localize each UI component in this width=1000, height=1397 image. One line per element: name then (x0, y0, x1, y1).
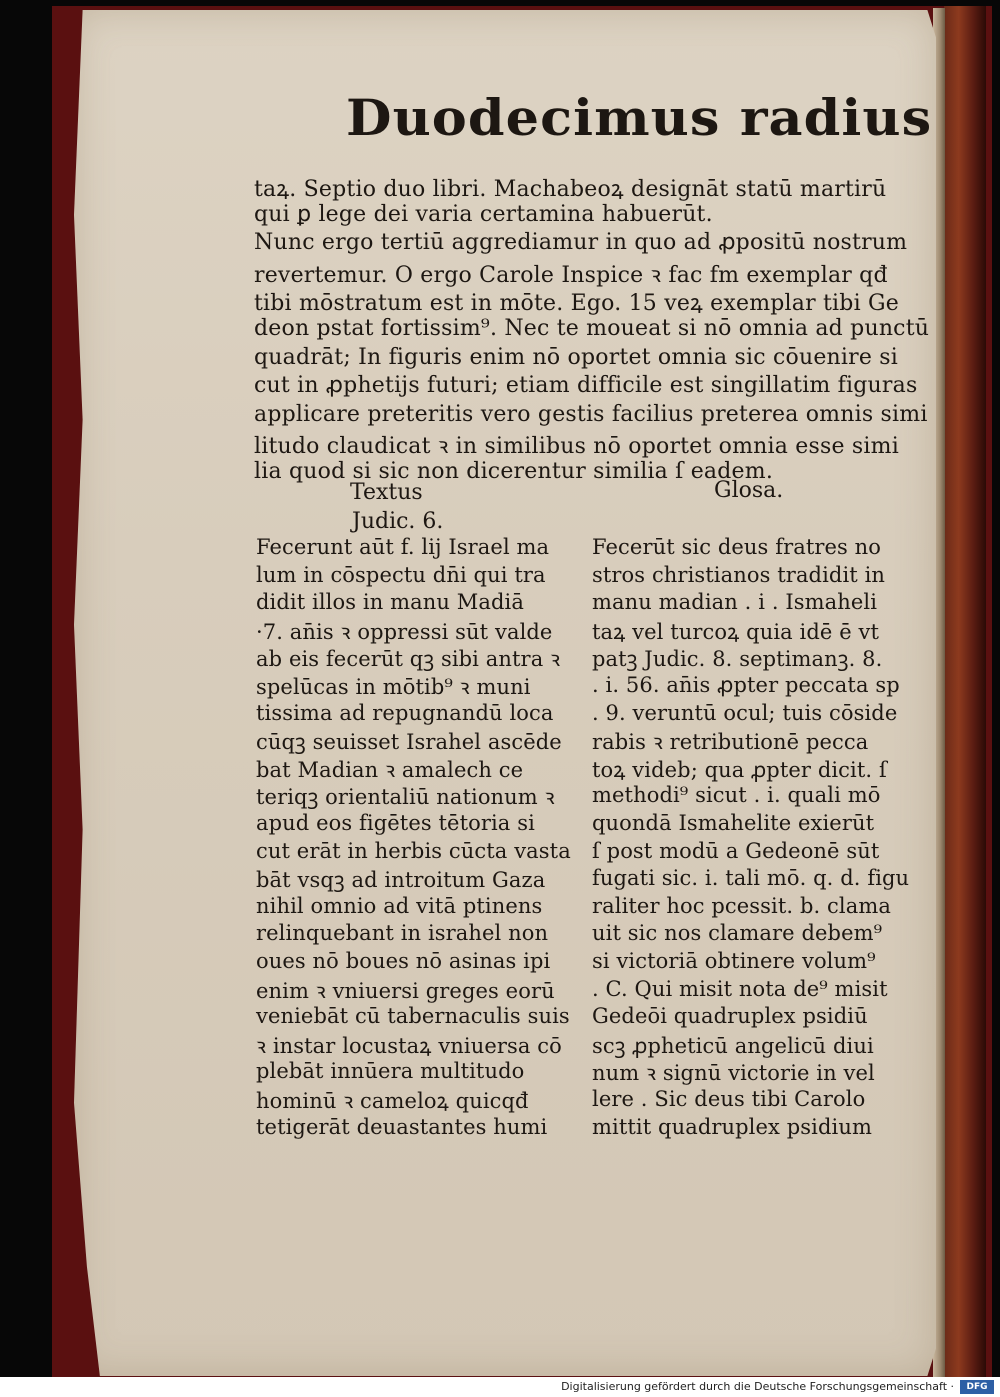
text-line: veniebāt cū tabernaculis suis (256, 1004, 570, 1029)
text-line: apud eos figētes tētoria si (256, 811, 535, 835)
text-line: Nunc ergo tertiū aggrediamur in quo ad ꝓpositū nostrum (254, 230, 908, 256)
text-line: num ꝛ signū victorie in vel (592, 1061, 875, 1086)
text-line: Fecerūt sic deus fratres no (592, 535, 882, 559)
text-line: cūqꝫ seuisset Israhel ascēde (256, 730, 562, 755)
text-line: revertemur. O ergo Carole Inspice ꝛ fac fm exemplar qđ (254, 262, 888, 288)
text-line: tissima ad repugnandū loca (256, 700, 554, 725)
text-line: cut in ꝓphetijs futuri; etiam difficile est singillatim figuras (254, 373, 918, 399)
book-binding (944, 6, 986, 1380)
label-judic: Judic. 6. (352, 509, 444, 534)
text-line: hominū ꝛ cameloꝝ quicqđ (256, 1089, 529, 1113)
text-line: raliter hoc pcessit. b. clama (592, 893, 891, 918)
footer-bar (0, 1377, 1000, 1397)
text-line: uit sic nos clamare debem⁹ (592, 921, 883, 946)
text-line: ſ post modū a Gedeonē sūt (592, 838, 880, 863)
text-line: cut erāt in herbis cūcta vasta (256, 838, 571, 863)
text-line: toꝝ videb; qua ꝓpter dicit. ſ (592, 757, 887, 782)
page-heading: Duodecimus radius (346, 88, 933, 147)
text-line: ꝛ instar locustaꝝ vniuersa cō (256, 1033, 562, 1058)
text-line: litudo claudicat ꝛ in similibus nō oportet omnia esse simi (254, 434, 899, 460)
text-line: qui ꝑ lege dei varia certamina habuerūt. (254, 201, 713, 227)
text-line: quondā Ismahelite exierūt (592, 811, 875, 835)
text-line: ab eis fecerūt qꝫ sibi antra ꝛ (256, 647, 561, 672)
text-line: mittit quadruplex psidium (592, 1114, 872, 1139)
text-line: oues nō boues nō asinas ipi (256, 949, 551, 973)
text-line: ·7. an̄is ꝛ oppressi sūt valde (256, 619, 553, 644)
text-line: manu madian . i . Ismaheli (592, 590, 878, 615)
text-line: fugati sic. i. tali mō. q. d. figu (592, 866, 910, 891)
text-line: si victoriā obtinere volum⁹ (592, 949, 876, 973)
text-line: spelūcas in mōtib⁹ ꝛ muni (256, 675, 531, 699)
text-line: bāt vsqꝫ ad introitum Gaza (256, 868, 546, 893)
text-line: Gedeōi quadruplex psidiū (592, 1004, 868, 1029)
label-textus: Textus (350, 480, 423, 505)
text-line: didit illos in manu Madiā (256, 590, 524, 615)
text-line: nihil omnio ad vitā ptinens (256, 893, 543, 918)
text-line: taꝝ vel turcoꝝ quia idē ē vt (592, 619, 880, 644)
text-line: enim ꝛ vniuersi greges eorū (256, 978, 555, 1003)
text-line: tetigerāt deuastantes humi (256, 1114, 548, 1139)
dfg-logo: DFG (960, 1380, 994, 1394)
text-line: patꝫ Judic. 8. septimanꝫ. 8. (592, 647, 883, 672)
text-line: rabis ꝛ retributionē pecca (592, 730, 869, 755)
text-line: lum in cōspectu dn̄i qui tra (256, 562, 546, 587)
text-line: scꝫ ꝓpheticū angelicū diui (592, 1033, 874, 1058)
text-line: lia quod si sic non dicerentur similia ſ eadem. (254, 459, 774, 484)
text-line: . 9. veruntū ocul; tuis cōside (592, 700, 898, 725)
text-line: bat Madian ꝛ amalech ce (256, 757, 524, 782)
text-line: applicare preteritis vero gestis facilius preterea omnis simi (254, 401, 928, 427)
text-line: plebāt innūera multitudo (256, 1059, 525, 1084)
text-line: stros christianos tradidit in (592, 562, 886, 587)
text-line: tibi mōstratum est in mōte. Ego. 15 veꝝ exemplar tibi Ge (254, 291, 899, 317)
text-line: . C. Qui misit nota de⁹ misit (592, 976, 888, 1001)
label-glosa: Glosa. (714, 478, 784, 503)
text-line: . i. 56. an̄is ꝓpter peccata sp (592, 673, 900, 697)
text-line: taꝝ. Septio duo libri. Machabeoꝝ designāt statū martirū (254, 177, 887, 202)
footer-credit: Digitalisierung gefördert durch die Deutsche Forschungsgemeinschaft · (561, 1380, 954, 1393)
text-line: deon pstat fortissim⁹. Nec te moueat si nō omnia ad punctū (254, 316, 930, 341)
text-line: Fecerunt aūt f. lij Israel ma (256, 535, 550, 559)
text-line: methodi⁹ sicut . i. quali mō (592, 783, 881, 808)
text-line: lere . Sic deus tibi Carolo (592, 1087, 866, 1111)
text-line: relinquebant in israhel non (256, 921, 549, 946)
text-line: teriqꝫ orientaliū nationum ꝛ (256, 785, 555, 810)
text-line: quadrāt; In figuris enim nō oportet omnia sic cōuenire si (254, 344, 898, 370)
